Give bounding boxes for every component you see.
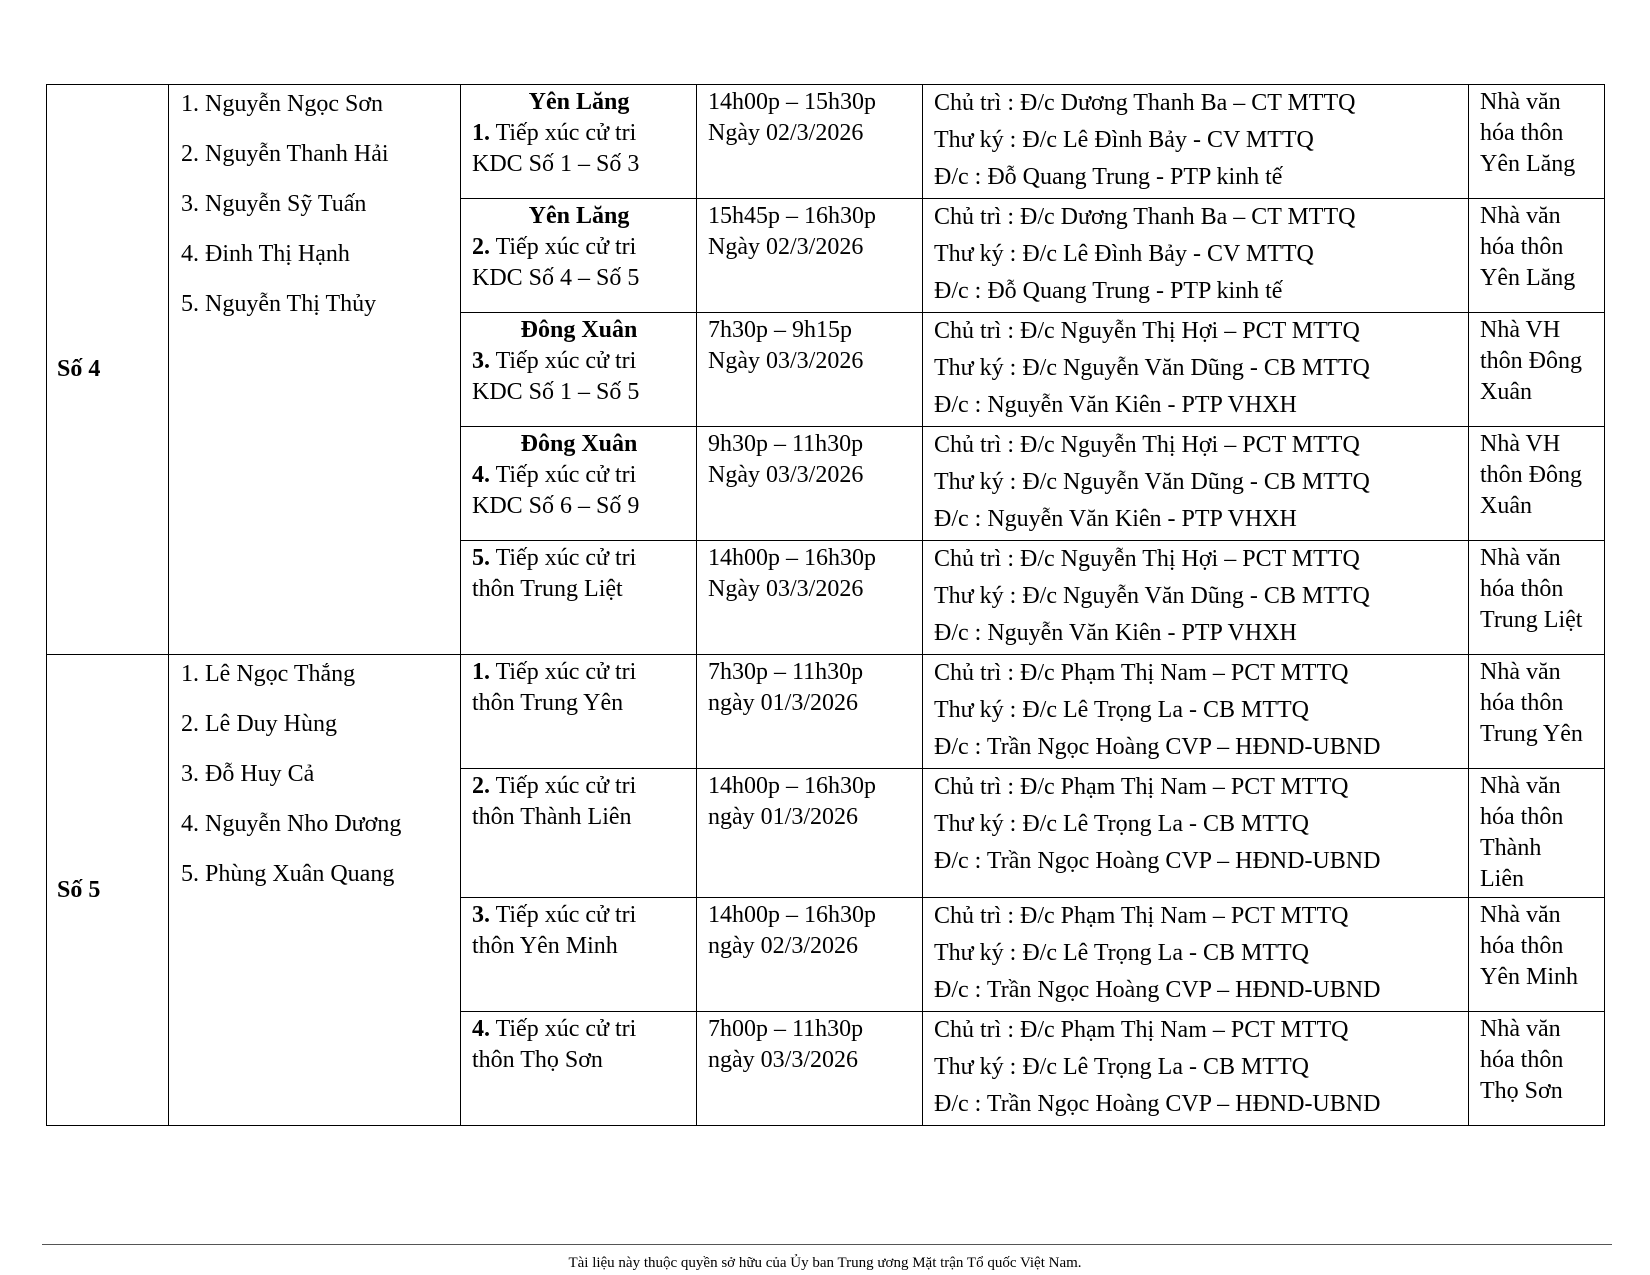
- chair-line: Chủ trì : Đ/c Nguyễn Thị Hợi – PCT MTTQ: [934, 546, 1360, 572]
- venue-line: hóa thôn: [1480, 933, 1564, 959]
- venue-cell: [1469, 427, 1605, 541]
- member-line: Đ/c : Trần Ngọc Hoàng CVP – HĐND-UBND: [934, 734, 1381, 760]
- venue-line: Nhà văn: [1480, 89, 1561, 115]
- meeting-date: Ngày 03/3/2026: [708, 348, 864, 374]
- member-name: 3. Nguyễn Sỹ Tuấn: [181, 191, 367, 217]
- meeting-time: 14h00p – 16h30p: [708, 545, 876, 571]
- venue-line: Nhà VH: [1480, 431, 1561, 457]
- meeting-date: ngày 01/3/2026: [708, 690, 858, 716]
- schedule-table: [46, 84, 1605, 1126]
- meeting-date: Ngày 03/3/2026: [708, 462, 864, 488]
- people-cell: [923, 898, 1469, 1012]
- time-cell: [697, 199, 923, 313]
- member-name: 1. Nguyễn Ngọc Sơn: [181, 91, 384, 117]
- member-line: Đ/c : Trần Ngọc Hoàng CVP – HĐND-UBND: [934, 1091, 1381, 1117]
- venue-line: hóa thôn: [1480, 1047, 1564, 1073]
- venue-line: Nhà văn: [1480, 545, 1561, 571]
- meeting-location: thôn Thọ Sơn: [472, 1047, 603, 1073]
- people-cell: [923, 85, 1469, 199]
- meeting-cell: [461, 85, 697, 199]
- venue-line: hóa thôn: [1480, 576, 1564, 602]
- time-cell: [697, 427, 923, 541]
- meeting-title: [472, 543, 686, 574]
- meeting-number: 2.: [472, 234, 490, 260]
- meeting-location: thôn Thành Liên: [472, 804, 632, 830]
- meeting-title: [472, 346, 686, 377]
- area-name: Yên Lăng: [528, 89, 630, 115]
- venue-line: Yên Minh: [1480, 964, 1578, 990]
- venue-cell: [1469, 769, 1605, 898]
- secretary-line: Thư ký : Đ/c Lê Trọng La - CB MTTQ: [934, 1054, 1309, 1080]
- venue-cell: [1469, 199, 1605, 313]
- member-name: 4. Đinh Thị Hạnh: [181, 241, 350, 267]
- group-label: Số 4: [57, 356, 101, 382]
- meeting-date: Ngày 03/3/2026: [708, 576, 864, 602]
- time-cell: [697, 313, 923, 427]
- time-cell: [697, 655, 923, 769]
- chair-line: Chủ trì : Đ/c Phạm Thị Nam – PCT MTTQ: [934, 774, 1349, 800]
- meeting-location: KDC Số 4 – Số 5: [472, 265, 640, 291]
- venue-line: Thọ Sơn: [1480, 1078, 1563, 1104]
- table-row: [47, 655, 1605, 769]
- meeting-time: 7h00p – 11h30p: [708, 1016, 864, 1042]
- time-cell: [697, 898, 923, 1012]
- meeting-title: [472, 771, 686, 802]
- member-name: 3. Đỗ Huy Cả: [181, 761, 315, 787]
- venue-cell: [1469, 541, 1605, 655]
- people-cell: [923, 199, 1469, 313]
- member-line: Đ/c : Nguyễn Văn Kiên - PTP VHXH: [934, 620, 1297, 646]
- meeting-location: thôn Trung Liệt: [472, 576, 623, 602]
- secretary-line: Thư ký : Đ/c Lê Đình Bảy - CV MTTQ: [934, 241, 1314, 267]
- member-line: Đ/c : Nguyễn Văn Kiên - PTP VHXH: [934, 392, 1297, 418]
- secretary-line: Thư ký : Đ/c Nguyễn Văn Dũng - CB MTTQ: [934, 583, 1370, 609]
- venue-line: thôn Đông: [1480, 348, 1582, 374]
- chair-line: Chủ trì : Đ/c Dương Thanh Ba – CT MTTQ: [934, 90, 1356, 116]
- meeting-title: [472, 900, 686, 931]
- footer-divider: [42, 1244, 1612, 1245]
- secretary-line: Thư ký : Đ/c Nguyễn Văn Dũng - CB MTTQ: [934, 469, 1370, 495]
- secretary-line: Thư ký : Đ/c Lê Đình Bảy - CV MTTQ: [934, 127, 1314, 153]
- meeting-number: 1.: [472, 120, 490, 146]
- meeting-desc: Tiếp xúc cử tri: [490, 120, 637, 146]
- meeting-location: KDC Số 1 – Số 5: [472, 379, 640, 405]
- secretary-line: Thư ký : Đ/c Nguyễn Văn Dũng - CB MTTQ: [934, 355, 1370, 381]
- chair-line: Chủ trì : Đ/c Dương Thanh Ba – CT MTTQ: [934, 204, 1356, 230]
- member-line: Đ/c : Nguyễn Văn Kiên - PTP VHXH: [934, 506, 1297, 532]
- member-line: Đ/c : Đỗ Quang Trung - PTP kinh tế: [934, 164, 1283, 190]
- venue-line: hóa thôn: [1480, 690, 1564, 716]
- meeting-cell: [461, 655, 697, 769]
- venue-line: Liên: [1480, 866, 1524, 892]
- meeting-number: 5.: [472, 545, 490, 571]
- member-name: 2. Nguyễn Thanh Hải: [181, 141, 389, 167]
- meeting-date: Ngày 02/3/2026: [708, 120, 864, 146]
- venue-line: Yên Lăng: [1480, 151, 1576, 177]
- venue-line: Nhà văn: [1480, 659, 1561, 685]
- venue-line: thôn Đông: [1480, 462, 1582, 488]
- group-label-cell: [47, 655, 169, 1126]
- time-cell: [697, 1012, 923, 1126]
- area-name: Yên Lăng: [528, 203, 630, 229]
- venue-line: Trung Yên: [1480, 721, 1583, 747]
- meeting-title: [472, 232, 686, 263]
- venue-cell: [1469, 898, 1605, 1012]
- table-row: [47, 85, 1605, 199]
- members-cell: [169, 655, 461, 1126]
- meeting-title: [472, 657, 686, 688]
- meeting-time: 14h00p – 16h30p: [708, 902, 876, 928]
- member-name: 4. Nguyễn Nho Dương: [181, 811, 402, 837]
- meeting-cell: [461, 313, 697, 427]
- group-label-cell: [47, 85, 169, 655]
- time-cell: [697, 769, 923, 898]
- meeting-desc: Tiếp xúc cử tri: [490, 659, 637, 685]
- venue-line: Xuân: [1480, 379, 1532, 405]
- member-line: Đ/c : Trần Ngọc Hoàng CVP – HĐND-UBND: [934, 848, 1381, 874]
- footer-copyright: Tài liệu này thuộc quyền sở hữu của Ủy ban Trung ương Mặt trận Tổ quốc Việt Nam.: [568, 1255, 1082, 1271]
- member-name: 5. Nguyễn Thị Thủy: [181, 291, 377, 317]
- people-cell: [923, 769, 1469, 898]
- venue-line: Nhà VH: [1480, 317, 1561, 343]
- meeting-desc: Tiếp xúc cử tri: [490, 902, 637, 928]
- venue-line: Nhà văn: [1480, 1016, 1561, 1042]
- meeting-date: ngày 03/3/2026: [708, 1047, 858, 1073]
- venue-line: Xuân: [1480, 493, 1532, 519]
- secretary-line: Thư ký : Đ/c Lê Trọng La - CB MTTQ: [934, 940, 1309, 966]
- chair-line: Chủ trì : Đ/c Phạm Thị Nam – PCT MTTQ: [934, 903, 1349, 929]
- time-cell: [697, 541, 923, 655]
- meeting-location: KDC Số 6 – Số 9: [472, 493, 640, 519]
- secretary-line: Thư ký : Đ/c Lê Trọng La - CB MTTQ: [934, 811, 1309, 837]
- meeting-date: ngày 01/3/2026: [708, 804, 858, 830]
- people-cell: [923, 313, 1469, 427]
- meeting-title: [472, 118, 686, 149]
- venue-line: hóa thôn: [1480, 234, 1564, 260]
- meeting-number: 4.: [472, 1016, 490, 1042]
- chair-line: Chủ trì : Đ/c Nguyễn Thị Hợi – PCT MTTQ: [934, 432, 1360, 458]
- meeting-time: 14h00p – 16h30p: [708, 773, 876, 799]
- meeting-date: Ngày 02/3/2026: [708, 234, 864, 260]
- chair-line: Chủ trì : Đ/c Phạm Thị Nam – PCT MTTQ: [934, 1017, 1349, 1043]
- member-name: 2. Lê Duy Hùng: [181, 711, 337, 737]
- members-cell: [169, 85, 461, 655]
- venue-line: Nhà văn: [1480, 203, 1561, 229]
- meeting-desc: Tiếp xúc cử tri: [490, 234, 637, 260]
- group-label: Số 5: [57, 876, 101, 903]
- meeting-cell: [461, 427, 697, 541]
- meeting-desc: Tiếp xúc cử tri: [490, 773, 637, 799]
- people-cell: [923, 541, 1469, 655]
- schedule-table-body: [47, 85, 1605, 1126]
- venue-cell: [1469, 313, 1605, 427]
- venue-line: Nhà văn: [1480, 773, 1561, 799]
- meeting-time: 7h30p – 11h30p: [708, 659, 864, 685]
- meeting-title: [472, 1014, 686, 1045]
- venue-line: Thành: [1480, 835, 1542, 861]
- venue-cell: [1469, 1012, 1605, 1126]
- people-cell: [923, 655, 1469, 769]
- meeting-title: [472, 460, 686, 491]
- meeting-desc: Tiếp xúc cử tri: [490, 462, 637, 488]
- member-line: Đ/c : Trần Ngọc Hoàng CVP – HĐND-UBND: [934, 977, 1381, 1003]
- area-name: Đông Xuân: [520, 317, 638, 343]
- meeting-cell: [461, 541, 697, 655]
- meeting-location: thôn Trung Yên: [472, 690, 624, 716]
- meeting-cell: [461, 199, 697, 313]
- meeting-cell: [461, 898, 697, 1012]
- venue-line: Trung Liệt: [1480, 607, 1583, 633]
- venue-line: Nhà văn: [1480, 902, 1561, 928]
- meeting-time: 9h30p – 11h30p: [708, 431, 864, 457]
- chair-line: Chủ trì : Đ/c Phạm Thị Nam – PCT MTTQ: [934, 660, 1349, 686]
- meeting-desc: Tiếp xúc cử tri: [490, 348, 637, 374]
- venue-line: hóa thôn: [1480, 804, 1564, 830]
- meeting-desc: Tiếp xúc cử tri: [490, 545, 637, 571]
- member-name: 5. Phùng Xuân Quang: [181, 861, 395, 887]
- meeting-time: 7h30p – 9h15p: [708, 317, 852, 343]
- meeting-number: 3.: [472, 348, 490, 374]
- meeting-location: KDC Số 1 – Số 3: [472, 151, 640, 177]
- venue-line: hóa thôn: [1480, 120, 1564, 146]
- meeting-date: ngày 02/3/2026: [708, 933, 858, 959]
- people-cell: [923, 427, 1469, 541]
- venue-line: Yên Lăng: [1480, 265, 1576, 291]
- meeting-number: 4.: [472, 462, 490, 488]
- meeting-location: thôn Yên Minh: [472, 933, 618, 959]
- meeting-time: 14h00p – 15h30p: [708, 89, 876, 115]
- people-cell: [923, 1012, 1469, 1126]
- area-name: Đông Xuân: [520, 431, 638, 457]
- meeting-number: 2.: [472, 773, 490, 799]
- meeting-number: 3.: [472, 902, 490, 928]
- meeting-cell: [461, 769, 697, 898]
- venue-cell: [1469, 655, 1605, 769]
- venue-cell: [1469, 85, 1605, 199]
- time-cell: [697, 85, 923, 199]
- member-line: Đ/c : Đỗ Quang Trung - PTP kinh tế: [934, 278, 1283, 304]
- meeting-desc: Tiếp xúc cử tri: [490, 1016, 637, 1042]
- meeting-cell: [461, 1012, 697, 1126]
- meeting-number: 1.: [472, 659, 490, 685]
- secretary-line: Thư ký : Đ/c Lê Trọng La - CB MTTQ: [934, 697, 1309, 723]
- chair-line: Chủ trì : Đ/c Nguyễn Thị Hợi – PCT MTTQ: [934, 318, 1360, 344]
- member-name: 1. Lê Ngọc Thắng: [181, 661, 356, 687]
- meeting-time: 15h45p – 16h30p: [708, 203, 876, 229]
